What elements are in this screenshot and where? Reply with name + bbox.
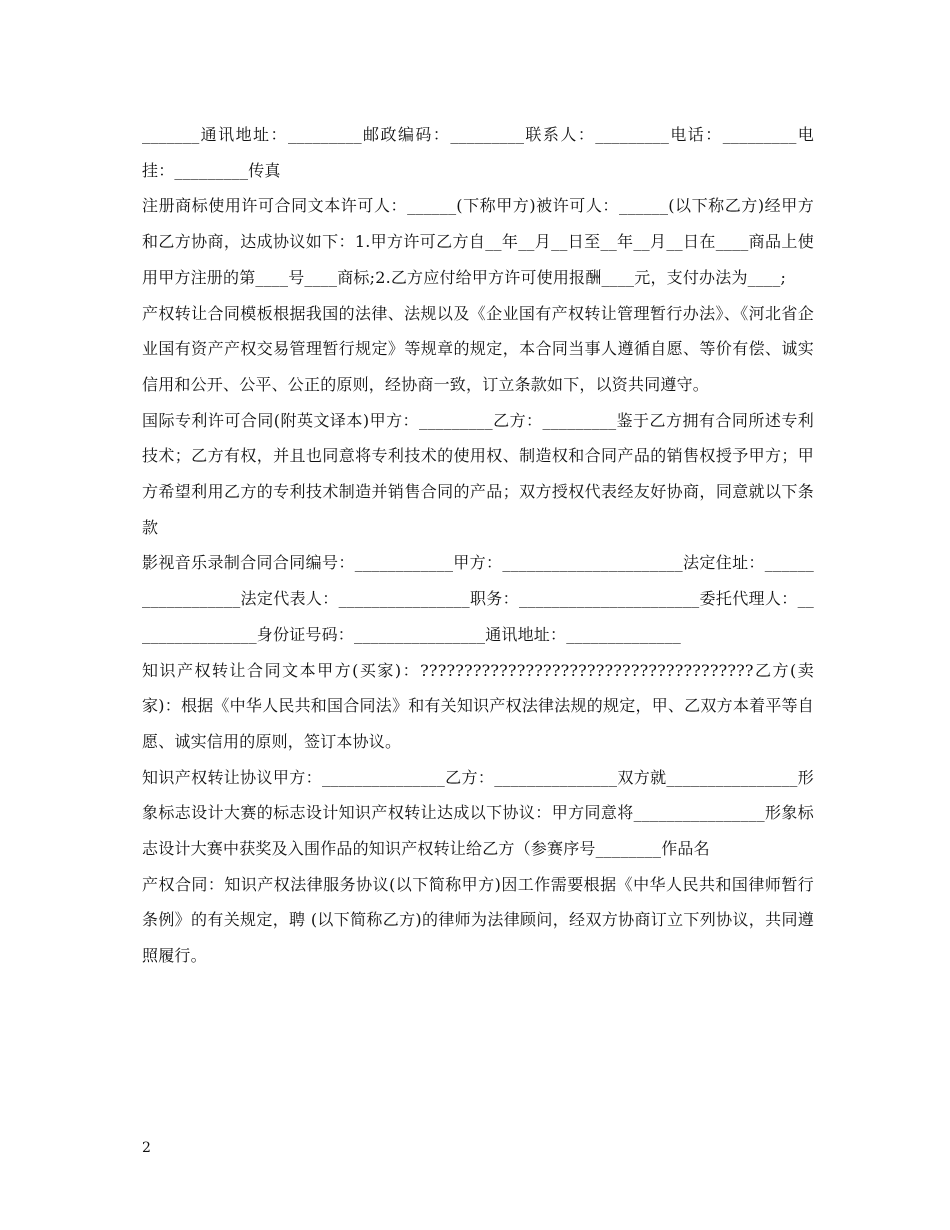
paragraph-contact-fields: _______通讯地址：_________邮政编码：_________联系人：_________电话：_________电挂：_________传真 (142, 125, 814, 180)
page-number: 2 (142, 1140, 151, 1156)
paragraph-media-recording: 影视音乐录制合同合同编号：____________甲方：______________________法定住址：__________________法定代表人：________________职务：______________________委托代理人：________________身份证号码：________________通讯地址：______________ (142, 553, 814, 644)
paragraph-trademark-license: 注册商标使用许可合同文本许可人：______(下称甲方)被许可人：______(以下称乙方)经甲方和乙方协商，达成协议如下：1.甲方许可乙方自__年__月__日至__年__月__日在____商品上使用甲方注册的第____号____商标;2.乙方应付给甲方许可使用报酬____元，支付办法为____; (142, 196, 814, 287)
paragraph-ip-transfer-contract: 知识产权转让合同文本甲方(买家)：??????????????????????????????????????乙方(卖家)：根据《中华人民共和国合同法》和有关知识产权法律法规的规定，甲、乙双方本着平等自愿、诚实信用的原则，签订本协议。 (142, 660, 814, 751)
document-body (142, 117, 814, 974)
paragraph-patent-license: 国际专利许可合同(附英文译本)甲方：_________乙方：_________鉴于乙方拥有合同所述专利技术；乙方有权，并且也同意将专利技术的使用权、制造权和合同产品的销售权授予甲方；甲方希望利用乙方的专利技术制造并销售合同的产品；双方授权代表经友好协商，同意就以下条款 (142, 410, 814, 537)
paragraph-legal-service: 产权合同：知识产权法律服务协议(以下简称甲方)因工作需要根据《中华人民共和国律师暂行条例》的有关规定，聘 (以下简称乙方)的律师为法律顾问，经双方协商订立下列协议，共同遵照履行。 (142, 874, 814, 966)
paragraph-ip-transfer-agreement: 知识产权转让协议甲方：_______________乙方：_______________双方就________________形象标志设计大赛的标志设计知识产权转让达成以下协议：甲方同意将________________形象标志设计大赛中获奖及入围作品的知识产权转让给乙方（参赛序号________作品名 (142, 767, 814, 859)
paragraph-property-transfer: 产权转让合同模板根据我国的法律、法规以及《企业国有产权转让管理暂行办法》、《河北省企业国有资产产权交易管理暂行规定》等规章的规定，本合同当事人遵循自愿、等价有偿、诚实信用和公开、公平、公正的原则，经协商一致，订立条款如下，以资共同遵守。 (142, 303, 814, 394)
